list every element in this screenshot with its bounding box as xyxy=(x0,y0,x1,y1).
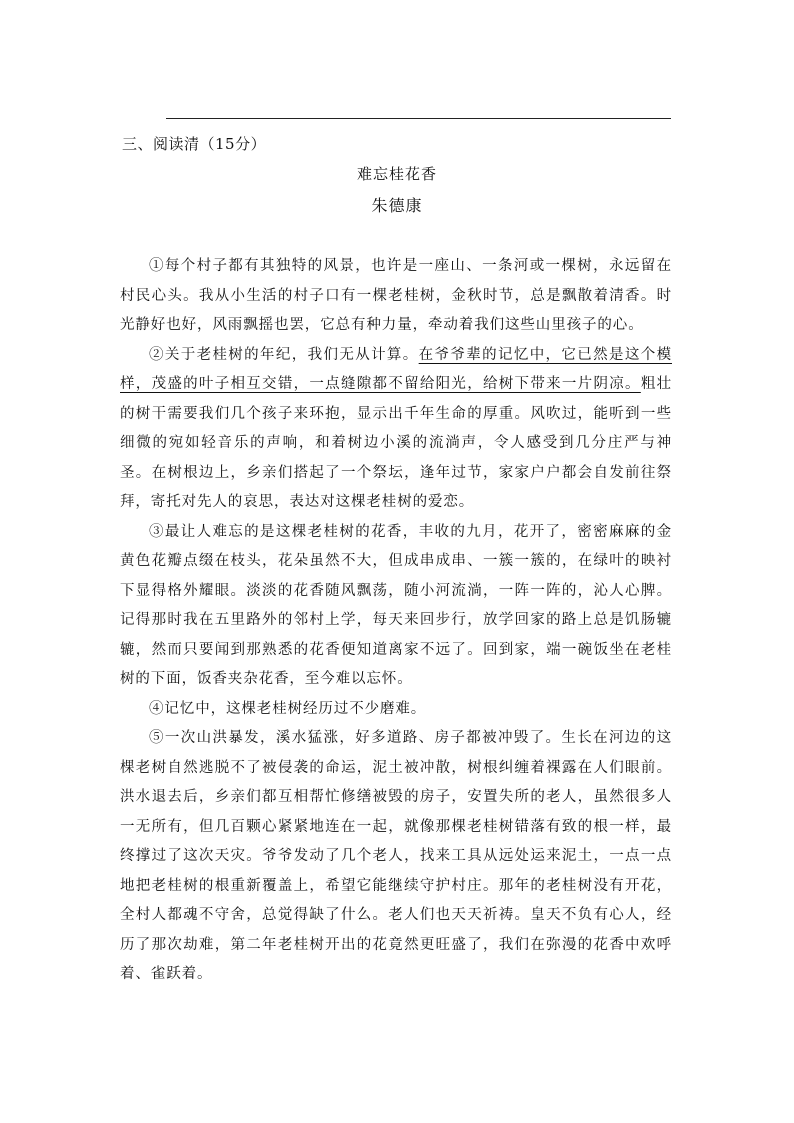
paragraph-4: ④记忆中，这棵老桂树经历过不少磨难。 xyxy=(149,700,427,717)
paragraph-2-lead: ②关于老桂树的年纪，我们无从计算。 xyxy=(149,346,419,363)
underlined-sentence: 在爷爷辈的记忆中，它已然是这个模样，茂盛的叶子相互交错，一点缝隙都不留给阳光，给树下带来一片阴凉。 xyxy=(120,346,672,392)
article-title: 难忘桂花香 xyxy=(356,165,437,183)
article-author: 朱德康 xyxy=(371,196,423,215)
paragraph-2 xyxy=(120,341,672,518)
paragraph-1: ①每个村子都有其独特的风景，也许是一座山、一条河或一棵树，永远留在村民心头。我从小生活的村子口有一棵老桂树，金秋时节，总是飘散着清香。时光静好也好，风雨飘摇也罢，它总有种力量，牵动着我们这些山里孩子的心。 xyxy=(120,258,672,333)
paragraph-5: ⑤一次山洪暴发，溪水猛涨，好多道路、房子都被冲毁了。生长在河边的这棵老树自然逃脱不了被侵袭的命运，泥土被冲散，树根纠缠着裸露在人们眼前。洪水退去后，乡亲们都互相帮忙修缮被毁的房子，安置失所的老人，虽然很多人一无所有，但几百颗心紧紧地连在一起，就像那棵老桂树错落有致的根一样，最终撑过了这次天灾。爷爷发动了几个老人，找来工具从远处运来泥土，一点一点地把老桂树的根重新覆盖上，希望它能继续守护村庄。那年的老桂树没有开花，全村人都魂不守舍，总觉得缺了什么。老人们也天天祈祷。皇天不负有心人，经历了那次劫难，第二年老桂树开出的花竟然更旺盛了，我们在弥漫的花香中欢呼着、雀跃着。 xyxy=(120,730,672,982)
article-body xyxy=(120,252,672,990)
header-rule xyxy=(166,118,671,119)
section-heading: 三、阅读清（15分） xyxy=(122,135,267,153)
paragraph-2-rest: 粗壮的树干需要我们几个孩子来环抱，显示出千年生命的厚重。风吹过，能听到一些细微的宛如轻音乐的声响，和着树边小溪的流淌声，令人感受到几分庄严与神圣。在树根边上，乡亲们搭起了一个祭坛，逢年过节，家家户户都会自发前往祭拜，寄托对先人的哀思，表达对这棵老桂树的爱恋。 xyxy=(120,376,672,510)
paragraph-3: ③最让人难忘的是这棵老桂树的花香，丰收的九月，花开了，密密麻麻的金黄色花瓣点缀在枝头，花朵虽然不大，但成串成串、一簇一簇的，在绿叶的映衬下显得格外耀眼。淡淡的花香随风飘荡，随小河流淌，一阵一阵的，沁人心脾。记得那时我在五里路外的邻村上学，每天来回步行，放学回家的路上总是饥肠辘辘，然而只要闻到那熟悉的花香便知道离家不远了。回到家，端一碗饭坐在老桂树的下面，饭香夹杂花香，至今难以忘怀。 xyxy=(120,523,672,687)
